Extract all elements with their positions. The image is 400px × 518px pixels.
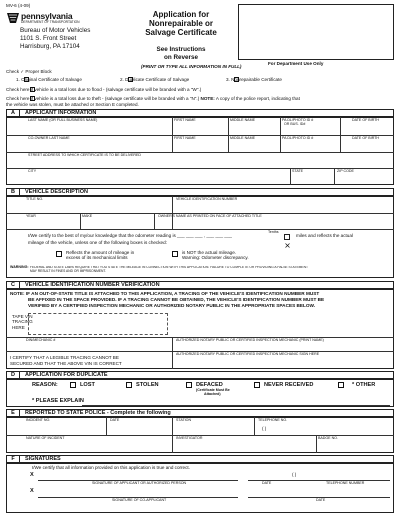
section-e-header — [6, 409, 394, 417]
instructions-note — [133, 46, 229, 61]
owner-name-field[interactable] — [158, 219, 392, 228]
last-name-label: LAST NAME (OR FULL BUSINESS NAME) — [28, 118, 98, 122]
telephone-label: TELEPHONE NUMBER — [326, 481, 365, 485]
department-use-box — [238, 4, 394, 60]
section-letter: D — [7, 372, 20, 378]
first-name-label: FIRST NAME — [174, 118, 196, 122]
warning-label: WARNING: — [10, 265, 29, 269]
section-title: SIGNATURES — [25, 456, 61, 462]
first-name-field[interactable] — [174, 124, 226, 134]
print-note: (PRINT OR TYPE ALL INFORMATION IN FULL) — [141, 64, 242, 69]
odometer-tenths-box[interactable] — [284, 234, 290, 240]
form-title — [133, 10, 229, 38]
nature-label: NATURE OF INCIDENT — [26, 436, 65, 440]
title-no-field[interactable] — [8, 203, 170, 212]
date-label: DATE — [316, 498, 326, 502]
exceeds-line: excess of its mechanical limits — [66, 255, 128, 261]
instructions-line: on Reverse — [164, 53, 198, 61]
station-field[interactable] — [174, 424, 252, 434]
theft-note-text: A copy of the police report, indicating that — [215, 96, 300, 101]
middle-name-label: MIDDLE NAME — [230, 118, 255, 122]
incident-no-field[interactable] — [8, 424, 104, 434]
co-pa-dl-label: PA DL/PHOTO ID # — [282, 136, 314, 140]
vin-tracing-area[interactable] — [28, 313, 168, 335]
warning-text-2: MAY RESULT IN FINES AND OR IMPRISONMENT. — [30, 269, 106, 273]
vin-label: VEHICLE IDENTIFICATION NUMBER — [176, 197, 238, 201]
defaced-note-line: Attached) — [204, 391, 221, 396]
section-a-header — [6, 109, 394, 117]
station-label: STATION — [176, 418, 192, 422]
bureau-address — [20, 27, 90, 51]
section-letter: A — [7, 110, 20, 116]
department-use-label: For Department Use Only — [268, 61, 324, 66]
co-dob-field[interactable] — [342, 142, 392, 151]
pa-dl-label: PA DL/PHOTO ID # — [282, 118, 314, 122]
odometer-text-2: mileage of the vehicle, unless one of the following boxes is checked: — [28, 240, 167, 245]
instructions-line: See Instructions — [156, 46, 206, 53]
co-dob-label: DATE OF BIRTH — [352, 136, 380, 140]
section-f-header — [6, 455, 394, 463]
zip-label: ZIP CODE — [337, 169, 354, 173]
middle-name-field[interactable] — [230, 124, 278, 134]
signature-certification: I/We certify that all information provided on this application is true and correct. — [32, 465, 190, 470]
note-line: NOTE: IF AN OUT-OF-STATE TITLE IS ATTACHED TO THIS APPLICATION, A TRACING OF THE VEHICLE'S IDENTIFICATION NUMBER MUST — [10, 291, 320, 296]
co-first-name-label: FIRST NAME — [174, 136, 196, 140]
state-field[interactable] — [292, 174, 332, 184]
brand-name: pennsylvania — [21, 11, 73, 21]
section-letter: C — [7, 282, 20, 288]
not-actual-mileage-checkbox[interactable] — [172, 251, 178, 257]
investigator-field[interactable] — [174, 442, 314, 452]
din-mechanic-label: DIN/MECHANIC # — [26, 338, 56, 342]
check-proper-block: Check ✓ Proper Block — [6, 69, 52, 74]
theft-label — [6, 96, 396, 101]
signatures-box — [6, 463, 394, 513]
title-line: Salvage Certificate — [145, 28, 217, 38]
make-field[interactable] — [82, 219, 152, 228]
defaced-label: DEFACED — [196, 382, 223, 388]
city-label: CITY — [28, 169, 37, 173]
title-no-label: TITLE NO. — [26, 197, 44, 201]
reason-label: REASON: — [32, 382, 58, 388]
stolen-checkbox[interactable] — [126, 382, 132, 388]
duplicate-salvage-label: 2. Duplicate Certificate of Salvage — [120, 77, 190, 82]
section-title: VEHICLE IDENTIFICATION NUMBER VERIFICATION — [25, 282, 160, 288]
pa-dl-field[interactable] — [282, 127, 338, 135]
address-line: Bureau of Motor Vehicles — [20, 27, 91, 34]
x-mark: X — [30, 488, 34, 494]
dob-label: DATE OF BIRTH — [352, 118, 380, 122]
note-line: BE AFFIXED IN THE SPACE PROVIDED. IF A TRACING CANNOT BE OBTAINED, THE VEHICLE'S IDENTIFICATION NUMBER MUST BE — [28, 297, 325, 303]
x-mark: X — [30, 472, 34, 478]
not-actual-line: is NOT the actual mileage. — [182, 250, 237, 255]
din-mechanic-field[interactable] — [8, 343, 170, 350]
other-label: * OTHER — [352, 382, 376, 388]
section-title: REPORTED TO STATE POLICE - Complete the following — [25, 410, 171, 416]
co-first-name-field[interactable] — [174, 142, 226, 151]
other-checkbox[interactable] — [338, 382, 344, 388]
nonrepairable-label: 3. Nonrepairable Certificate — [226, 77, 282, 82]
notary-signature-field[interactable] — [174, 358, 392, 368]
badge-field[interactable] — [318, 442, 392, 452]
dob-field[interactable] — [342, 124, 392, 134]
defaced-note — [196, 389, 230, 397]
co-middle-name-label: MIDDLE NAME — [230, 136, 255, 140]
zip-field[interactable] — [336, 174, 392, 184]
year-label: YEAR — [26, 214, 36, 218]
certify-line: I CERTIFY THAT A LEGIBLE TRACING CANNOT BE — [10, 355, 119, 360]
section-letter: B — [7, 189, 20, 195]
last-name-field[interactable] — [8, 124, 170, 134]
telephone-field[interactable] — [256, 424, 392, 434]
theft-note-text-2: the vehicle was stolen, must be attached or Section E completed. — [6, 102, 139, 107]
section-letter: E — [7, 410, 20, 416]
co-middle-name-field[interactable] — [230, 142, 278, 151]
lost-checkbox[interactable] — [70, 382, 76, 388]
note-line: VERIFIED BY A CERTIFIED INSPECTION MECHANIC OR AUTHORIZED NOTARY PUBLIC IN THE APPROPRIATE SPACES BELOW. — [28, 303, 315, 309]
certify-line: SECURED AND THAT THE ABOVE VIN IS CORRECT — [10, 360, 122, 366]
cross-icon — [285, 243, 290, 248]
title-line: Nonrepairable or — [148, 19, 213, 29]
not-actual-label — [182, 250, 249, 261]
state-label: STATE — [292, 169, 304, 173]
section-title: APPLICATION FOR DUPLICATE — [25, 372, 108, 378]
section-title: APPLICANT INFORMATION — [25, 110, 97, 116]
applicant-signature-label: SIGNATURE OF APPLICANT OR AUTHORIZED PERSON — [92, 481, 187, 485]
pennsylvania-keystone-logo — [6, 11, 20, 25]
defaced-note-line: (Certificate Must Be — [196, 388, 230, 392]
exceeds-mechanical-limits-checkbox[interactable] — [56, 251, 62, 257]
notary-print-field[interactable] — [174, 343, 392, 350]
owner-name-label: OWNER'S NAME AS PRINTED ON FACE OF ATTACHED TITLE — [158, 214, 262, 218]
never-received-checkbox[interactable] — [254, 382, 260, 388]
address-line: Harrisburg, PA 17104 — [20, 42, 80, 50]
badge-label: BADGE NO. — [318, 436, 338, 440]
department-name: DEPARTMENT OF TRANSPORTATION — [21, 20, 80, 24]
title-line: Application for — [152, 10, 210, 19]
not-actual-line: Warning: Odometer discrepancy. — [182, 255, 249, 261]
original-salvage-label: 1. Original Certificate of Salvage — [16, 77, 82, 82]
exceeds-line: Reflects the amount of mileage in — [66, 250, 135, 255]
co-owner-field[interactable] — [8, 142, 170, 151]
street-address-field[interactable] — [8, 158, 392, 167]
explain-line[interactable] — [82, 405, 390, 406]
telephone-parens: ( ) — [262, 426, 267, 431]
tape-line: TRACING — [12, 319, 33, 325]
tenths-label: Tenths — [268, 230, 279, 234]
coapplicant-signature-label: SIGNATURE OF CO-APPLICANT — [112, 498, 167, 502]
section-d-header — [6, 371, 394, 379]
date-label: DATE — [262, 481, 272, 485]
defaced-checkbox[interactable] — [186, 382, 192, 388]
odometer-text: miles and reflects the actual — [296, 233, 353, 238]
notary-print-label: AUTHORIZED NOTARY PUBLIC OR CERTIFIED INSPECTION MECHANIC (PRINT NAME) — [176, 338, 324, 342]
investigator-label: INVESTIGATOR — [176, 436, 203, 440]
co-pa-dl-field[interactable] — [282, 142, 338, 151]
year-field[interactable] — [8, 219, 78, 228]
section-letter: F — [7, 456, 20, 462]
notary-sign-label: AUTHORIZED NOTARY PUBLIC OR CERTIFIED INSPECTION MECHANIC SIGN HERE — [176, 352, 320, 356]
co-owner-label: CO-OWNER LAST NAME — [28, 136, 70, 140]
city-field[interactable] — [8, 174, 288, 184]
form-number: MV-6 (4-09) — [6, 3, 31, 8]
telephone-label: TELEPHONE NO. — [258, 418, 288, 422]
tape-vin-label — [12, 314, 33, 330]
theft-note-label: NOTE: — [200, 96, 215, 101]
street-address-label: STREET ADDRESS TO WHICH CERTIFICATE IS TO BE DELIVERED — [28, 153, 141, 157]
theft-text: Check here if vehicle is a total loss due to theft - (salvage certificate will be branded with a "N".) — [6, 96, 200, 101]
never-received-label: NEVER RECEIVED — [264, 382, 314, 388]
exceeds-limits-label — [66, 250, 134, 261]
incident-no-label: INCIDENT NO. — [26, 418, 51, 422]
tape-line: HERE — [12, 324, 25, 330]
vin-field[interactable] — [174, 203, 392, 212]
section-c-header — [6, 281, 394, 289]
vin-verification-note — [10, 291, 394, 309]
warning-text: FEDERAL AND STATE LAWS REQUIRE THAT YOU STATE THE MILEAGE IN CONNECTION WITH THIS APPLICATION. FAILURE TO COMPLETE OR PROVIDING A FALSE STATEMENT — [30, 266, 309, 269]
bus-id-label: OR BUS. ID# — [284, 122, 306, 126]
tracing-certification — [10, 355, 122, 367]
section-b-header — [6, 188, 394, 196]
telephone-parens: ( ) — [292, 472, 297, 477]
nature-field[interactable] — [8, 442, 170, 452]
address-line: 1101 S. Front Street — [20, 34, 77, 42]
flood-label: Check here if vehicle is a total loss due to flood - (salvage certificate will be branded with a "W".) — [6, 87, 202, 92]
please-explain-label: * PLEASE EXPLAIN — [32, 398, 84, 404]
date-label: DATE — [110, 418, 120, 422]
make-label: MAKE — [82, 214, 93, 218]
incident-date-field[interactable] — [108, 424, 170, 434]
section-title: VEHICLE DESCRIPTION — [25, 189, 88, 195]
lost-label: LOST — [80, 382, 95, 388]
tape-line: TAPE VIN — [12, 314, 33, 319]
stolen-label: STOLEN — [136, 382, 159, 388]
keystone-icon — [6, 11, 20, 25]
odometer-certification: I/We certify to the best of my/our knowledge that the odometer reading is ___ ___ ___ , ___ ___ ___ — [28, 233, 232, 238]
